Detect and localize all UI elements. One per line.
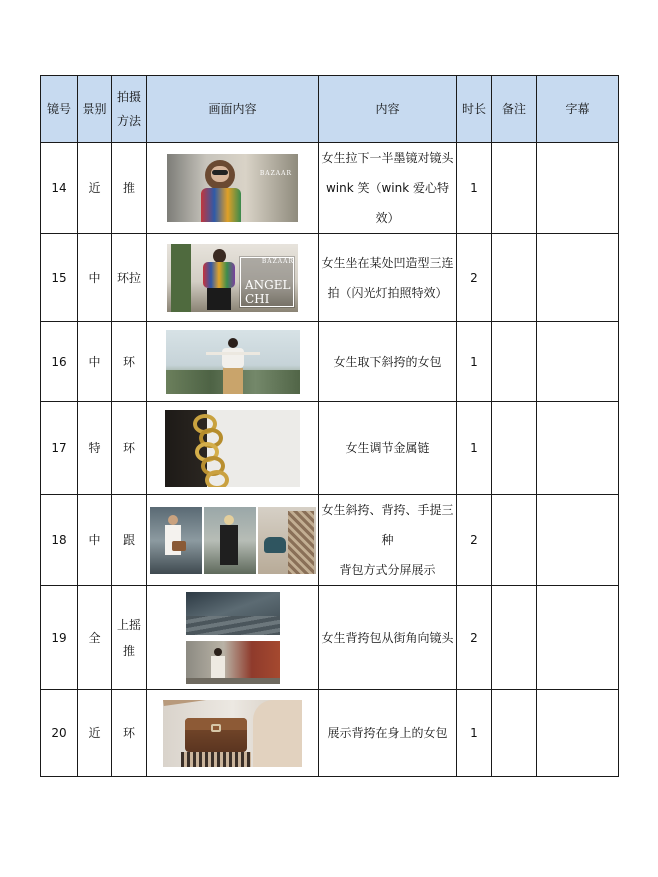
cell-frame — [147, 322, 319, 402]
content-line: 展示背挎在身上的女包 — [327, 726, 448, 740]
woman-sunglasses-wink-still — [167, 154, 298, 222]
cell-shot: 16 — [41, 322, 78, 402]
cell-scale: 中 — [78, 234, 112, 322]
cell-frame — [147, 690, 319, 777]
header-method-line1: 拍摄 — [116, 90, 141, 104]
cell-subtitle — [537, 234, 619, 322]
header-notes: 备注 — [492, 76, 537, 143]
watermark-text: BAZAAR — [259, 170, 292, 177]
header-scale: 景别 — [78, 76, 112, 143]
content-line: 女生斜挎、背挎、手提三种 — [321, 503, 454, 547]
cell-content — [319, 402, 457, 495]
content-line: 女生坐在某处凹造型三连 — [321, 255, 454, 270]
cell-notes — [492, 402, 537, 495]
header-content: 内容 — [319, 76, 457, 143]
cell-duration: 1 — [457, 690, 492, 777]
cell-shot: 17 — [41, 402, 78, 495]
table-row — [41, 322, 619, 402]
cell-shot: 15 — [41, 234, 78, 322]
content-line: 背包方式分屏展示 — [339, 563, 436, 577]
cell-frame — [147, 402, 319, 495]
cell-method: 环 — [112, 402, 147, 495]
overlay-text: ANGEL — [245, 277, 291, 292]
cell-subtitle — [537, 495, 619, 586]
overlay-text: CHI — [245, 291, 270, 306]
cell-method: 环拉 — [112, 234, 147, 322]
cell-method: 推 — [112, 143, 147, 234]
header-subtitle: 字幕 — [537, 76, 619, 143]
cell-content — [319, 143, 457, 234]
content-line: 女生调节金属链 — [345, 441, 430, 455]
cell-scale: 特 — [78, 402, 112, 495]
cell-scale: 近 — [78, 690, 112, 777]
cell-method — [112, 586, 147, 690]
content-line: wink 笑（wink 爱心特效） — [325, 181, 450, 225]
gold-chain-closeup-still — [165, 410, 300, 487]
header-shot: 镜号 — [41, 76, 78, 143]
cell-content — [319, 234, 457, 322]
cell-content — [319, 586, 457, 690]
header-method-line2: 方法 — [116, 114, 141, 128]
table-row — [41, 143, 619, 234]
cell-duration: 1 — [457, 402, 492, 495]
cell-notes — [492, 234, 537, 322]
cell-content — [319, 495, 457, 586]
cell-shot: 20 — [41, 690, 78, 777]
cell-scale: 全 — [78, 586, 112, 690]
cell-content — [319, 322, 457, 402]
cell-notes — [492, 143, 537, 234]
storyboard-table — [40, 75, 619, 777]
cell-frame — [147, 495, 319, 586]
cell-duration: 2 — [457, 495, 492, 586]
content-line: 女生取下斜挎的女包 — [333, 354, 442, 369]
cell-duration: 1 — [457, 322, 492, 402]
cell-shot: 19 — [41, 586, 78, 690]
cell-notes — [492, 495, 537, 586]
cell-subtitle — [537, 143, 619, 234]
table-row — [41, 586, 619, 690]
cell-duration: 2 — [457, 586, 492, 690]
cell-method: 跟 — [112, 495, 147, 586]
content-line: 拍（闪光灯拍照特效） — [327, 285, 448, 300]
table-row — [41, 495, 619, 586]
method-line: 推 — [122, 643, 135, 658]
cell-notes — [492, 322, 537, 402]
cell-shot: 14 — [41, 143, 78, 234]
content-line: 女生背挎包从街角向镜头 — [321, 630, 454, 645]
table-row — [41, 402, 619, 495]
cell-subtitle — [537, 402, 619, 495]
content-line: 女生拉下一半墨镜对镜头 — [321, 151, 454, 165]
header-duration: 时长 — [457, 76, 492, 143]
cell-scale: 中 — [78, 495, 112, 586]
street-corner-two-frames — [186, 592, 280, 684]
table-row — [41, 690, 619, 777]
cell-notes — [492, 586, 537, 690]
cell-subtitle — [537, 586, 619, 690]
woman-seated-pose-still — [167, 244, 298, 312]
woman-outdoor-bag-still — [166, 330, 300, 394]
cell-frame — [147, 143, 319, 234]
watermark-text: BAZAAR — [261, 257, 294, 265]
split-screen-three-bag-styles — [150, 507, 316, 574]
cell-notes — [492, 690, 537, 777]
header-method — [112, 76, 147, 143]
table-row — [41, 234, 619, 322]
header-row — [41, 76, 619, 143]
cell-frame — [147, 586, 319, 690]
cell-method: 环 — [112, 322, 147, 402]
cell-subtitle — [537, 322, 619, 402]
cell-scale: 近 — [78, 143, 112, 234]
cell-content — [319, 690, 457, 777]
cell-duration: 1 — [457, 143, 492, 234]
header-frame: 画面内容 — [147, 76, 319, 143]
cell-shot: 18 — [41, 495, 78, 586]
method-line: 上摇 — [116, 617, 141, 632]
cell-subtitle — [537, 690, 619, 777]
brown-bag-on-body-still — [163, 700, 302, 767]
cell-duration: 2 — [457, 234, 492, 322]
cell-scale: 中 — [78, 322, 112, 402]
cell-frame — [147, 234, 319, 322]
cell-method: 环 — [112, 690, 147, 777]
